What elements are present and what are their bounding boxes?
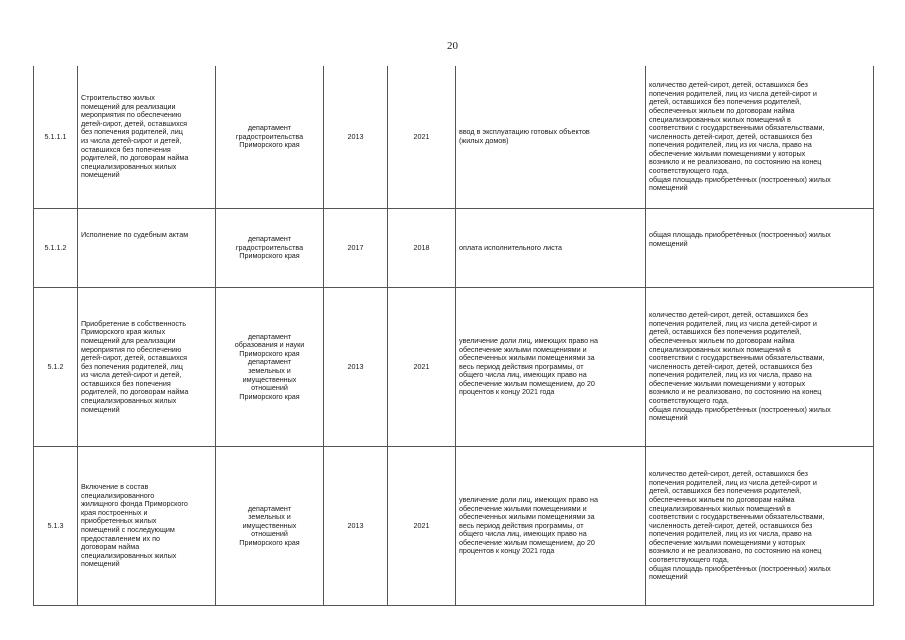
measure-code: 5.1.1.2 xyxy=(34,209,78,288)
table-row xyxy=(34,209,874,288)
measure-name: Приобретение в собственность Приморского края жилых помещений для реализации мероприятия по обеспечению детей-сирот, детей, оставшихся без попечения родителей, лиц из числа детей-сирот и детей, оставшихся без попечения родителей, по договорам найма специализированных жилых помещений xyxy=(78,288,216,447)
measure-start-year: 2013 xyxy=(324,288,388,447)
measure-end-year: 2021 xyxy=(388,447,456,606)
measure-name: Строительство жилых помещений для реализации мероприятия по обеспечению детей-сирот, детей, оставшихся без попечения родителей, лиц из числа детей-сирот и детей, оставшихся без попечения родителей, по договорам найма специализированных жилых помещений xyxy=(78,66,216,209)
measure-end-year: 2021 xyxy=(388,66,456,209)
measure-start-year: 2013 xyxy=(324,66,388,209)
measure-end-year: 2018 xyxy=(388,209,456,288)
measure-expected-result: оплата исполнительного листа xyxy=(456,209,646,288)
measure-executor: департамент образования и науки Приморского края департамент земельных и имущественных отношений Приморского края xyxy=(216,288,324,447)
table-row xyxy=(34,288,874,447)
measure-name: Включение в состав специализированного жилищного фонда Приморского края построенных и приобретенных жилых помещений с последующим предоставлением их по договорам найма специализированных жилых помещений xyxy=(78,447,216,606)
measure-expected-result: увеличение доли лиц, имеющих право на обеспечение жилыми помещениями и обеспеченных жилыми помещениями за весь период действия программы, от общего числа лиц, имеющих право на обеспечение жилым помещением, до 20 процентов к концу 2021 года xyxy=(456,288,646,447)
measure-executor: департамент земельных и имущественных отношений Приморского края xyxy=(216,447,324,606)
measure-indicators: количество детей-сирот, детей, оставшихся без попечения родителей, лиц из числа детей-сирот и детей, оставшихся без попечения родителей, обеспеченных жильем по договорам найма специализированных жилых помещений в соответствии с государственными обязательствами, численность детей-сирот, детей, оставшихся без попечения родителей, лиц из их числа, право на обеспечение жилыми помещениями у которых возникло и не реализовано, по состоянию на конец соответствующего года, общая площадь приобретённых (построенных) жилых помещений xyxy=(646,288,874,447)
measure-name: Исполнение по судебным актам xyxy=(78,209,216,288)
table-row xyxy=(34,447,874,606)
page-number: 20 xyxy=(447,40,458,52)
measure-code: 5.1.1.1 xyxy=(34,66,78,209)
measure-start-year: 2017 xyxy=(324,209,388,288)
measure-executor: департамент градостроительства Приморского края xyxy=(216,66,324,209)
measure-expected-result: ввод в эксплуатацию готовых объектов (жилых домов) xyxy=(456,66,646,209)
measure-code: 5.1.2 xyxy=(34,288,78,447)
measure-code: 5.1.3 xyxy=(34,447,78,606)
measure-start-year: 2013 xyxy=(324,447,388,606)
measure-indicators: количество детей-сирот, детей, оставшихся без попечения родителей, лиц из числа детей-сирот и детей, оставшихся без попечения родителей, обеспеченных жильем по договорам найма специализированных жилых помещений в соответствии с государственными обязательствами, численность детей-сирот, детей, оставшихся без попечения родителей, лиц из их числа, право на обеспечение жилыми помещениями у которых возникло и не реализовано, по состоянию на конец соответствующего года, общая площадь приобретённых (построенных) жилых помещений xyxy=(646,447,874,606)
table-row xyxy=(34,66,874,209)
measure-expected-result: увеличение доли лиц, имеющих право на обеспечение жилыми помещениями и обеспеченных жилыми помещениями за весь период действия программы, от общего числа лиц, имеющих право на обеспечение жилым помещением, до 20 процентов к концу 2021 года xyxy=(456,447,646,606)
measure-indicators: количество детей-сирот, детей, оставшихся без попечения родителей, лиц из числа детей-сирот и детей, оставшихся без попечения родителей, обеспеченных жильем по договорам найма специализированных жилых помещений в соответствии с государственными обязательствами, численность детей-сирот, детей, оставшихся без попечения родителей, лиц из их числа, право на обеспечение жилыми помещениями у которых возникло и не реализовано, по состоянию на конец соответствующего года, общая площадь приобретённых (построенных) жилых помещений xyxy=(646,66,874,209)
measure-indicators: общая площадь приобретённых (построенных) жилых помещений xyxy=(646,209,874,288)
measure-end-year: 2021 xyxy=(388,288,456,447)
measure-executor: департамент градостроительства Приморского края xyxy=(216,209,324,288)
program-measures-table xyxy=(33,66,874,606)
